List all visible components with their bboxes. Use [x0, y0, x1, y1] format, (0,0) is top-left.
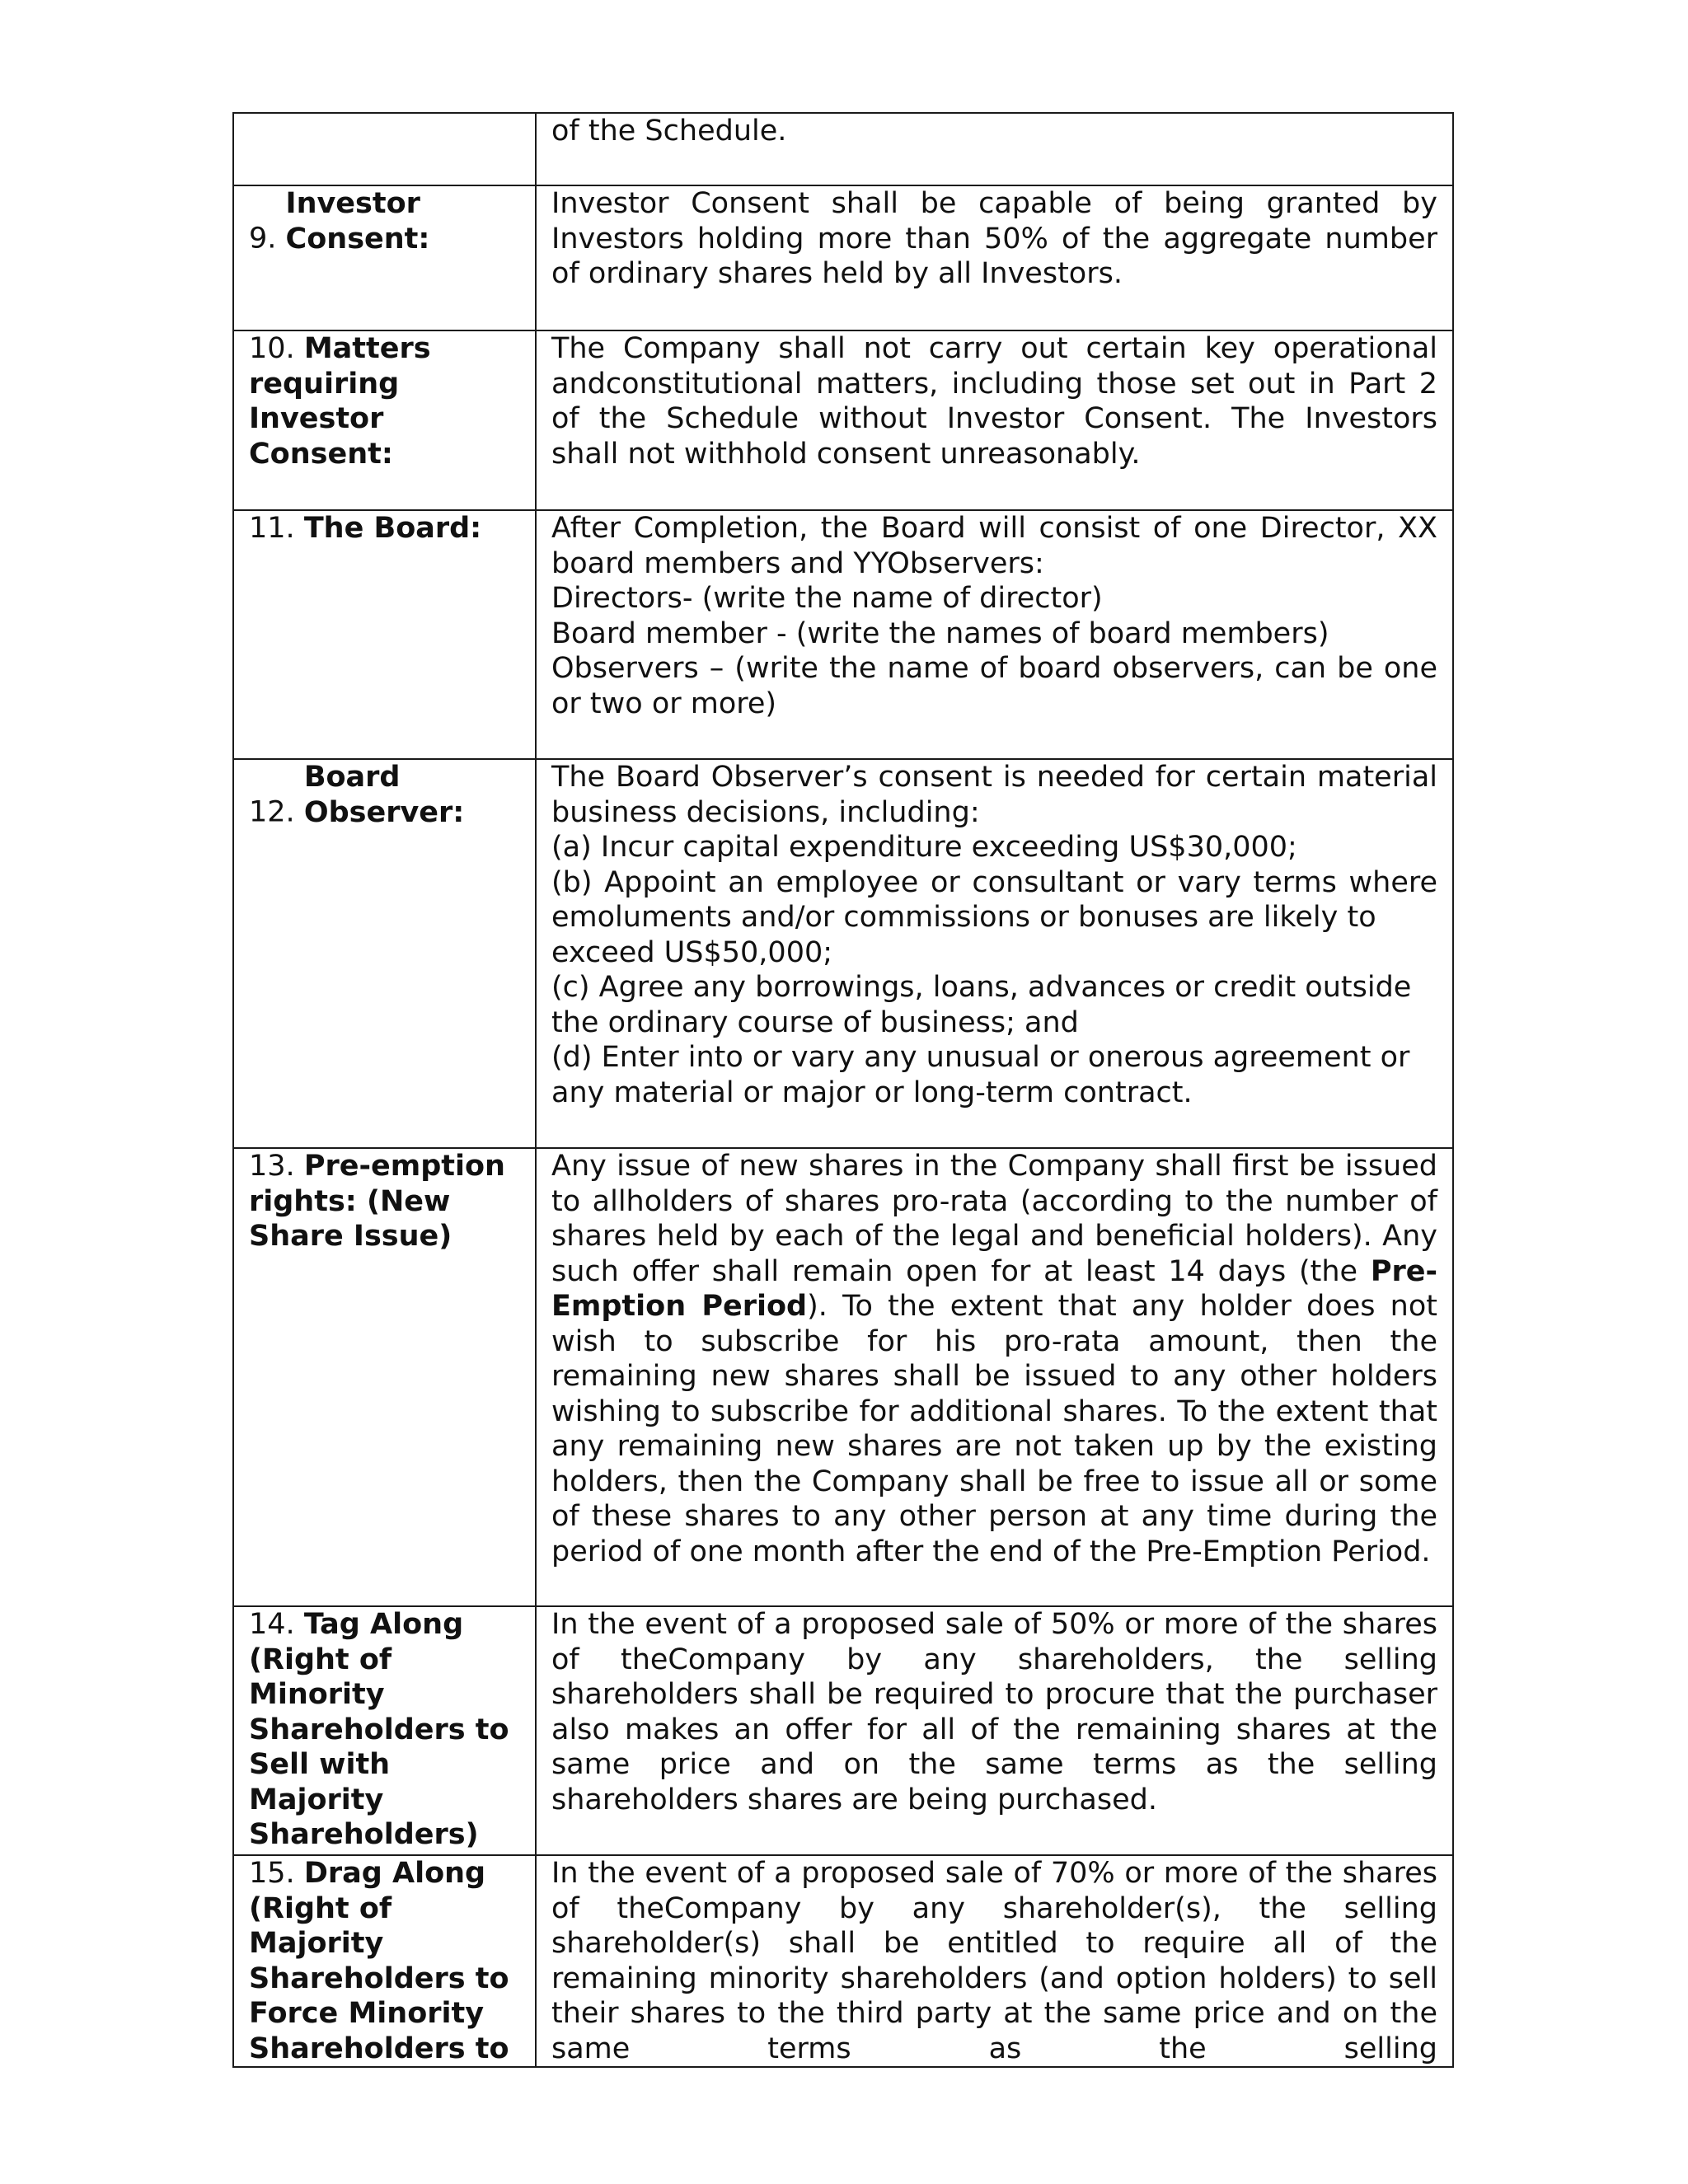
body-text: (d) Enter into or vary any unusual or onerous agreement or: [551, 1041, 1410, 1074]
row-label-cell: [233, 510, 536, 759]
row-body-cell: [536, 113, 1453, 185]
row-body-cell: [536, 759, 1453, 1148]
row-number: 9.: [249, 222, 277, 255]
row-label-cell: [233, 759, 536, 1148]
row-number: 13.: [249, 1150, 295, 1183]
row-number: 10.: [249, 332, 295, 365]
row-body-cell: [536, 510, 1453, 759]
body-text: (c) Agree any borrowings, loans, advances or credit outside: [551, 971, 1412, 1004]
row-body-cell: [536, 185, 1453, 330]
body-text: of the Schedule.: [551, 115, 787, 148]
row-body-cell: [536, 1148, 1453, 1606]
row-body-cell: [536, 330, 1453, 510]
body-text: Directors- (write the name of director): [551, 582, 1103, 615]
body-text: Investor Consent shall be capable of being granted by Investors holding more than 50% of the aggregate number of ordinary shares held by all Investors.: [551, 187, 1437, 290]
row-body-cell: [536, 1606, 1453, 1855]
row-label: The Board:: [303, 512, 482, 545]
body-text: Board member - (write the names of board members): [551, 616, 1329, 650]
body-text: In the event of a proposed sale of 70% or more of the shares of theCompany by any shareholder(s), the selling shareholder(s) shall be entitled to require all of the remaining minority shareholders (and option holders) to sell their shares to the third party at the same price and on the same terms as the selling: [551, 1857, 1437, 2065]
body-text: emoluments and/or commissions or bonuses are likely to: [551, 901, 1376, 934]
row-label: Investor Consent:: [285, 187, 430, 255]
row-label-cell: [233, 185, 536, 330]
table-row: [233, 1606, 1453, 1855]
row-label: Tag Along (Right of Minority Shareholders to Sell with Majority Shareholders): [249, 1608, 509, 1851]
row-label-cell: [233, 113, 536, 185]
body-text: (b) Appoint an employee or consultant or vary terms where: [551, 865, 1437, 899]
body-text: exceed US$50,000;: [551, 935, 833, 969]
row-number: 15.: [249, 1857, 295, 1890]
body-text-before: Any issue of new shares in the Company shall first be issued to allholders of shares pro-rata (according to the number of shares held by each of the legal and beneficial holders). Any such offer shall remain open for at least 14 days (the: [551, 1150, 1437, 1288]
row-label: Drag Along (Right of Majority Shareholders to Force Minority Shareholders to: [249, 1857, 509, 2065]
row-label-cell: [233, 1606, 536, 1855]
table-row: [233, 330, 1453, 510]
term-sheet-table: [232, 112, 1454, 2068]
row-label: Matters requiring Investor Consent:: [249, 332, 431, 471]
row-label-cell: [233, 1148, 536, 1606]
row-number: 14.: [249, 1608, 295, 1641]
row-number: 11.: [249, 512, 295, 545]
table-row: [233, 1148, 1453, 1606]
table-row: [233, 113, 1453, 185]
row-label-cell: [233, 1855, 536, 2067]
body-text: [551, 1149, 1437, 1569]
body-text: The Company shall not carry out certain key operational andconstitutional matters, including those set out in Part 2 of the Schedule without Investor Consent. The Investors shall not withhold consent unreasonably.: [551, 332, 1437, 471]
table-row: [233, 185, 1453, 330]
body-text: (a) Incur capital expenditure exceeding US$30,000;: [551, 831, 1297, 864]
body-text: the ordinary course of business; and: [551, 1005, 1079, 1039]
row-label: Board Observer:: [303, 761, 465, 829]
row-label-cell: [233, 330, 536, 510]
body-text: In the event of a proposed sale of 50% or more of the shares of theCompany by any shareholders, the selling shareholders shall be required to procure that the purchaser also makes an offer for all of the remaining shares at the same price and on the same terms as the selling shareholders shares are being purchased.: [551, 1608, 1437, 1816]
body-text: The Board Observer’s consent is needed for certain material business decisions, including:: [551, 761, 1437, 829]
table-row: [233, 759, 1453, 1148]
body-text-after: ). To the extent that any holder does not wish to subscribe for his pro-rata amount, then the remaining new shares shall be issued to any other holders wishing to subscribe for additional shares. To the extent that any remaining new shares are not taken up by the existing holders, then the Company shall be free to issue all or some of these shares to any other person at any time during the period of one month after the end of the Pre-Emption Period.: [551, 1290, 1437, 1568]
row-label: Pre-emption rights: (New Share Issue): [249, 1150, 505, 1253]
defined-term: Pre-Emption Period: [551, 1254, 1437, 1323]
row-number: 12.: [249, 795, 295, 829]
table-row: [233, 510, 1453, 759]
body-text: any material or major or long-term contract.: [551, 1076, 1193, 1109]
body-text: After Completion, the Board will consist of one Director, XX board members and YYObservers:: [551, 512, 1437, 580]
row-body-cell: [536, 1855, 1453, 2067]
table-row: [233, 1855, 1453, 2067]
body-text: Observers – (write the name of board observers, can be one or two or more): [551, 652, 1437, 720]
